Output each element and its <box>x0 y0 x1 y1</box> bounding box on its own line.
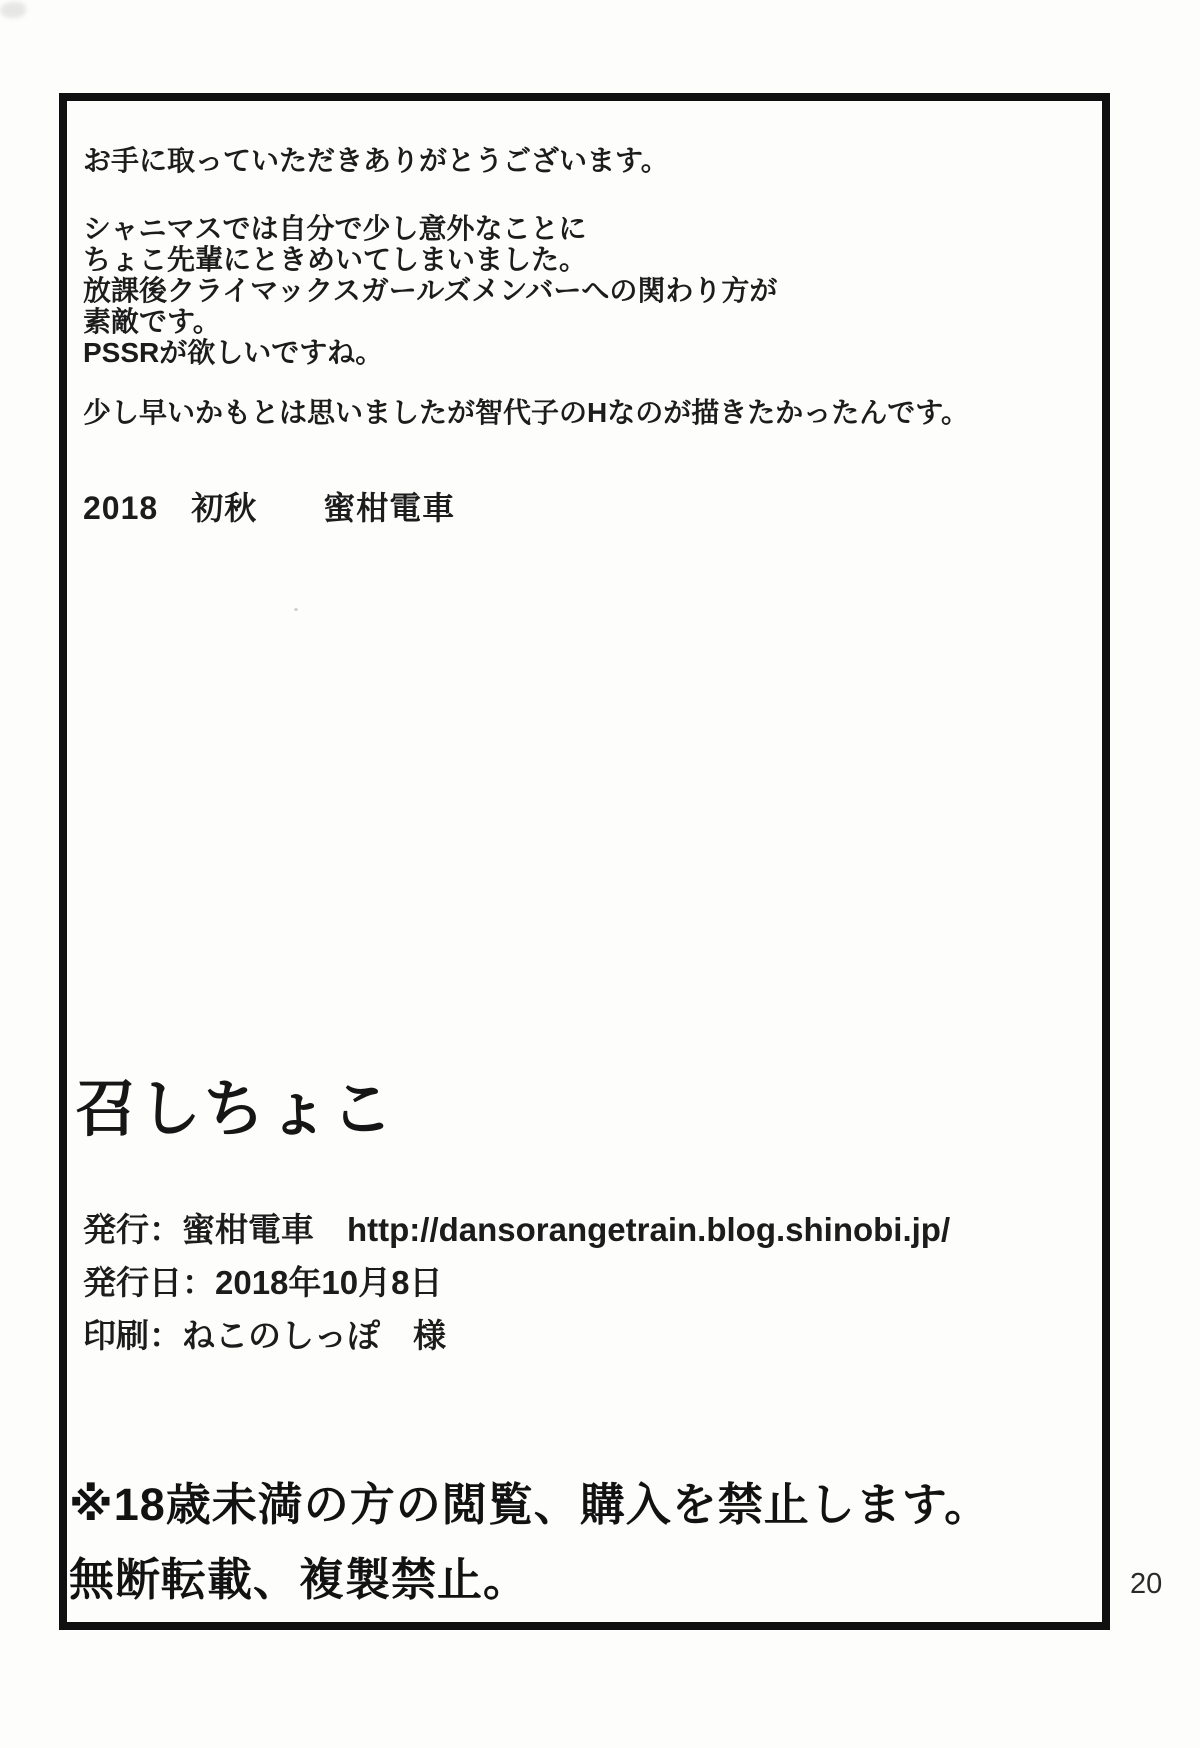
colophon-title: 召しちょこ <box>75 1075 396 1144</box>
page-number: 20 <box>1130 1568 1163 1600</box>
afterword-body-line: ちょこ先輩にときめいてしまいました。 <box>83 244 588 275</box>
age-warning-block <box>69 1467 1099 1617</box>
reproduction-warning-line: 無断転載、複製禁止。 <box>69 1554 530 1605</box>
afterword-signoff-line: 2018 初秋 蜜柑電車 <box>83 490 456 526</box>
scan-smudge-artifact <box>0 2 26 18</box>
afterword-text-block <box>83 145 1073 526</box>
afterword-closing-line: 少し早いかもとは思いましたが智代子のHなのが描きたかったんです。 <box>83 397 969 428</box>
afterword-body-line: 素敵です。 <box>83 306 221 337</box>
afterword-body-line: シャニマスでは自分で少し意外なことに <box>83 213 587 244</box>
afterword-body-line: PSSRが欲しいですね。 <box>83 337 384 368</box>
afterword-thanks-line: お手に取っていただきありがとうございます。 <box>83 145 669 176</box>
page-border-frame <box>59 93 1110 1630</box>
colophon-date-line: 発行日：2018年10月8日 <box>83 1264 443 1301</box>
afterword-body-line: 放課後クライマックスガールズメンバーへの関わり方が <box>83 275 778 306</box>
colophon-block <box>83 1203 1093 1362</box>
age-warning-line: ※18歳未満の方の閲覧、購入を禁止します。 <box>69 1479 991 1530</box>
colophon-printer-line: 印刷：ねこのしっぽ 様 <box>83 1317 446 1354</box>
colophon-publisher-line: 発行：蜜柑電車 http://dansorangetrain.blog.shinobi.jp/ <box>83 1211 951 1248</box>
